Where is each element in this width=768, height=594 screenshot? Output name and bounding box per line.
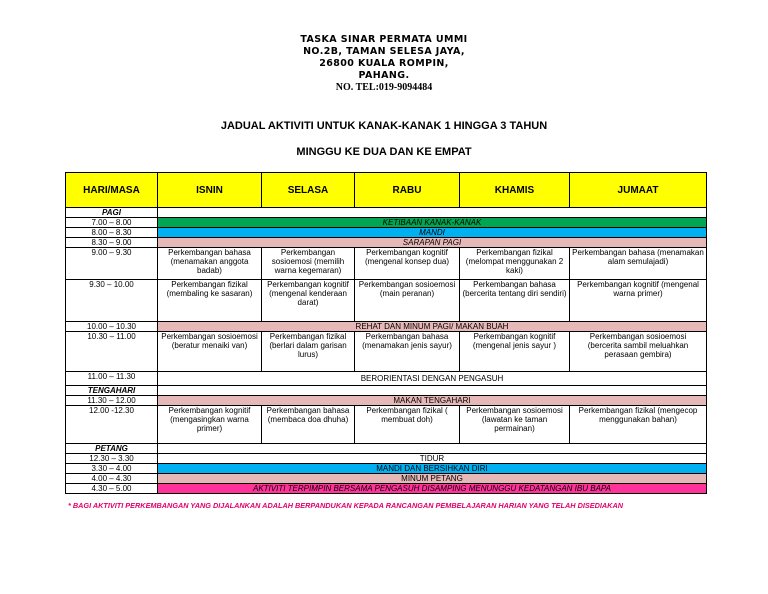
table-header-row (66, 173, 707, 208)
section-label-pagi: PAGI (66, 208, 158, 218)
header-phone: NO. TEL:019-9094484 (335, 82, 433, 93)
time-cell: 8.30 – 9.00 (66, 238, 158, 248)
span-activity-berorientasi: BERORIENTASI DENGAN PENGASUH (158, 372, 707, 386)
activity-cell: Perkembangan fizikal (mengecop menggunakan bahan) (570, 406, 707, 444)
time-cell: 4.00 – 4.30 (66, 474, 158, 484)
table-row (66, 322, 707, 332)
section-label-tengahari: TENGAHARI (66, 386, 158, 396)
activity-cell: Perkembangan sosioemosi (memilih warna kegemaran) (262, 248, 355, 280)
column-header-khamis: KHAMIS (460, 173, 570, 208)
activity-cell: Perkembangan kognitif (mengenal jenis sayur ) (460, 332, 570, 372)
header-line-2: NO.2B, TAMAN SELESA JAYA, (303, 46, 465, 57)
activity-cell: Perkembangan kognitif (mengasingkan warna primer) (158, 406, 262, 444)
activity-cell: Perkembangan sosioemosi (main peranan) (355, 280, 460, 322)
activity-cell: Perkembangan sosioemosi (lawatan ke taman permainan) (460, 406, 570, 444)
activity-cell: Perkembangan kognitif (mengenal kenderaan darat) (262, 280, 355, 322)
header-line-1: TASKA SINAR PERMATA UMMI (300, 34, 468, 45)
activity-cell: Perkembangan fizikal (melompat menggunakan 2 kaki) (460, 248, 570, 280)
document-header (0, 34, 768, 94)
table-row (66, 474, 707, 484)
activity-cell: Perkembangan fizikal (berlari dalam garisan lurus) (262, 332, 355, 372)
time-cell: 12.00 -12.30 (66, 406, 158, 444)
span-activity-mandi-bersihkan: MANDI DAN BERSIHKAN DIRI (158, 464, 707, 474)
column-header-selasa: SELASA (262, 173, 355, 208)
time-cell: 3.30 – 4.00 (66, 464, 158, 474)
span-activity-sarapan: SARAPAN PAGI (158, 238, 707, 248)
time-cell: 8.00 – 8.30 (66, 228, 158, 238)
table-row (66, 484, 707, 494)
activity-cell: Perkembangan sosioemosi (bercerita sambil meluahkan perasaan gembira) (570, 332, 707, 372)
section-label-petang: PETANG (66, 444, 158, 454)
span-activity-minum-petang: MINUM PETANG (158, 474, 707, 484)
span-activity-rehat: REHAT DAN MINUM PAGI/ MAKAN BUAH (158, 322, 707, 332)
table-row (66, 332, 707, 372)
activity-cell: Perkembangan fizikal ( membuat doh) (355, 406, 460, 444)
column-header-hari-masa: HARI/MASA (66, 173, 158, 208)
activity-cell: Perkembangan bahasa (membaca doa dhuha) (262, 406, 355, 444)
span-activity-ketibaan: KETIBAAN KANAK-KANAK (158, 218, 707, 228)
header-line-4: PAHANG. (358, 70, 410, 81)
time-cell: 11.00 – 11.30 (66, 372, 158, 386)
activity-cell: Perkembangan bahasa (menamakan anggota badab) (158, 248, 262, 280)
time-cell: 10.30 – 11.00 (66, 332, 158, 372)
time-cell: 4.30 – 5.00 (66, 484, 158, 494)
time-cell: 11.30 – 12.00 (66, 396, 158, 406)
schedule-title: JADUAL AKTIVITI UNTUK KANAK-KANAK 1 HINGGA 3 TAHUN (220, 120, 548, 132)
activity-cell: Perkembangan fizikal (membaling ke sasaran) (158, 280, 262, 322)
table-row (66, 464, 707, 474)
table-row (66, 228, 707, 238)
activity-cell: Perkembangan bahasa (menamakan alam semulajadi) (570, 248, 707, 280)
time-cell: 10.00 – 10.30 (66, 322, 158, 332)
schedule-table (65, 172, 707, 494)
table-row (66, 218, 707, 228)
time-cell: 9.00 – 9.30 (66, 248, 158, 280)
column-header-isnin: ISNIN (158, 173, 262, 208)
activity-cell: Perkembangan bahasa (bercerita tentang diri sendiri) (460, 280, 570, 322)
table-row (66, 454, 707, 464)
activity-cell: Perkembangan kognitif (mengenal konsep dua) (355, 248, 460, 280)
activity-cell: Perkembangan bahasa (menamakan jenis sayur) (355, 332, 460, 372)
span-activity-makan: MAKAN TENGAHARI (158, 396, 707, 406)
time-cell: 12.30 – 3.30 (66, 454, 158, 464)
span-activity-aktiviti-terpimpin: AKTIVITI TERPIMPIN BERSAMA PENGASUH DISAMPING MENUNGGU KEDATANGAN IBU BAPA (158, 484, 707, 494)
time-cell: 9.30 – 10.00 (66, 280, 158, 322)
activity-cell: Perkembangan sosioemosi (beratur menaiki van) (158, 332, 262, 372)
section-row-pagi (66, 208, 707, 218)
section-row-tengahari (66, 386, 707, 396)
table-row (66, 280, 707, 322)
column-header-rabu: RABU (355, 173, 460, 208)
time-cell: 7.00 – 8.00 (66, 218, 158, 228)
span-activity-tidur: TIDUR (158, 454, 707, 464)
header-line-3: 26800 KUALA ROMPIN, (319, 58, 449, 69)
table-row (66, 248, 707, 280)
footnote: * BAGI AKTIVITI PERKEMBANGAN YANG DIJALANKAN ADALAH BERPANDUKAN KEPADA RANCANGAN PEMBELAJARAN HARIAN YANG TELAH DISEDIAKAN (68, 501, 623, 510)
activity-cell: Perkembangan kognitif (mengenal warna primer) (570, 280, 707, 322)
schedule-subtitle: MINGGU KE DUA DAN KE EMPAT (296, 146, 472, 158)
table-row (66, 406, 707, 444)
table-row (66, 238, 707, 248)
span-activity-mandi: MANDI (158, 228, 707, 238)
table-row (66, 372, 707, 386)
column-header-jumaat: JUMAAT (570, 173, 707, 208)
section-row-petang (66, 444, 707, 454)
table-row (66, 396, 707, 406)
